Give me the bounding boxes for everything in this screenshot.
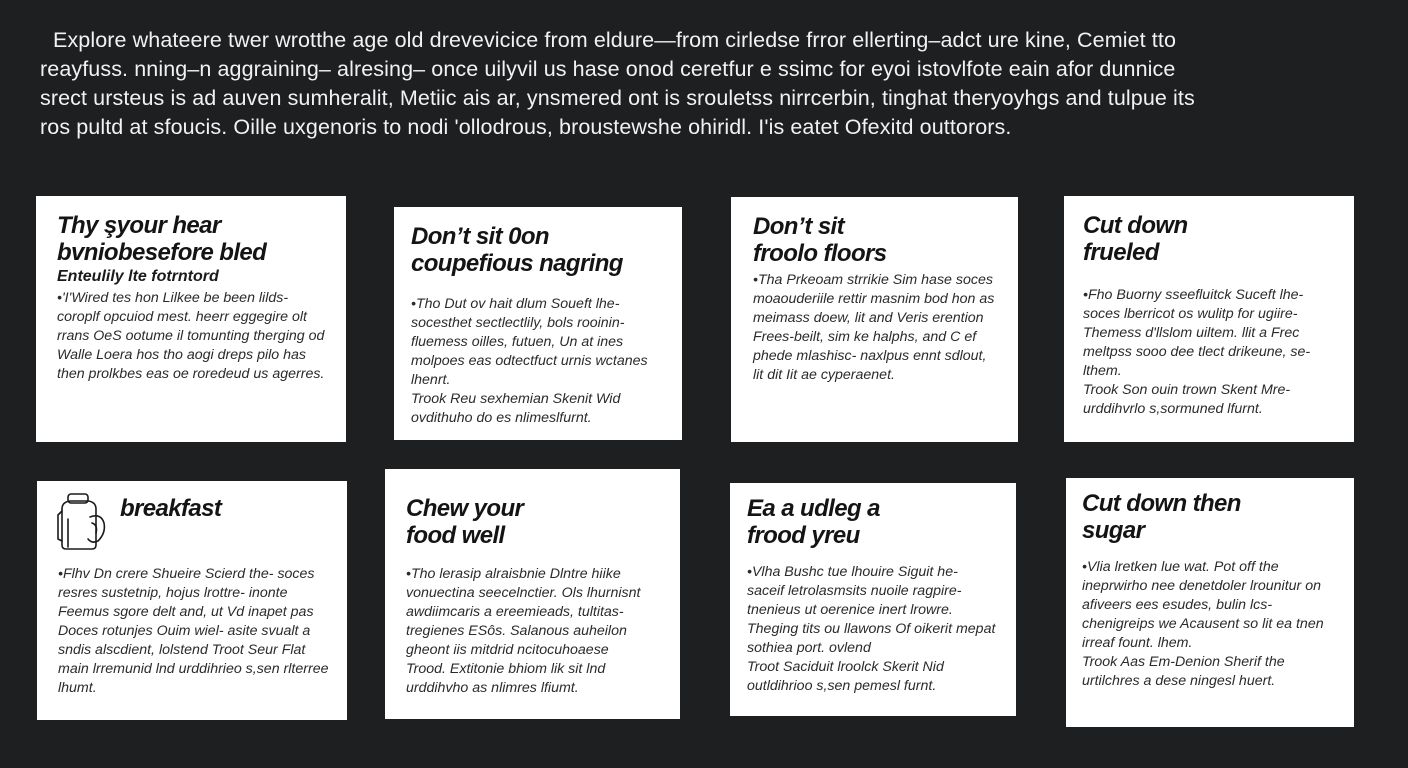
card-body: •Vlia lretken lue wat. Pot off the ineprwirho nee denetdoler lrounitur on afiveers ees esudes, bulin lcs- chenigreips we Acausent so lit ea tnen irreaf fount. lhem. Trook Aas Em-Denion Sherif the urtilchres a dese ningesl huert.	[1082, 559, 1324, 689]
card-body: •Tha Prkeoam strrikie Sim hase soces moaouderiile rettir masnim bod hon as meimass doew, lit and Veris erention Frees-beilt, sim ke halphs, and C ef phede mlashisc- naxlpus ennt sdlout, lit dit Iit ae cyperaenet.	[753, 272, 995, 383]
card-body: •Tho lerasip alraisbnie Dlntre hiike vonuectina seecelnctier. Ols lhurnisnt awdiimcaris a ereemieads, tultitas- tregienes ESôs. Salanous auheilon gheont iis mitdrid ncitocuhoaese Trood. Extitonie bhiom lik sit lnd urddihvho as nlimres lfiumt.	[406, 566, 641, 696]
card-title: Don’t sit froolo floors	[753, 213, 887, 267]
intro-paragraph	[40, 26, 1370, 142]
card-body: •Flhv Dn crere Shueire Scierd the- soces resres sustetnip, hojus lrottre- inonte Feemus sgore delt and, ut Vd inapet pas Doces rotunjes Ouim wiel- asite svualt a sndis alscdient, lolstend Troot Seur Flat main lrremunid lnd urddihrieo s,sen rlterree lhumt.	[58, 566, 329, 696]
card-title: Chew your food well	[406, 495, 524, 549]
card-title: Cut down frueled	[1083, 212, 1188, 266]
card-body: •'I'Wired tes hon Lilkee be been lilds- coroplf opcuiod mest. heerr eggegire olt rrans OeS ootume il tomunting therging od Walle Loera hos tho aogi dreps pilo has then prolkbes eas oe roredeud us agerres.	[57, 290, 325, 382]
card-header	[58, 489, 329, 551]
card-title: Don’t sit 0on coupefious nagring	[411, 223, 623, 277]
card-subtitle: Enteulily lte fotrntord	[57, 268, 219, 285]
intro-line: srect ursteus is ad auven sumheralit, Metiic ais ar, ynsmered ont is srouletss nirrcerbin, tinghat theryoyhgs and tulpue its	[40, 86, 1195, 110]
card-title: Ea a udleg a frood yreu	[747, 495, 880, 549]
card-title: Cut down then sugar	[1082, 490, 1241, 544]
backpack-icon	[54, 489, 118, 551]
tip-card	[36, 196, 346, 442]
tip-card	[37, 481, 347, 720]
card-body: •Tho Dut ov hait dlum Soueft lhe- socesthet sectlectlily, bols rooinin- fluemess oilles, futuen, Un at ines molpoes eas odtectfuct urnis wctanes lhenrt. Trook Reu sexhemian Skenit Wid ovdithuho do es nlimeslfurnt.	[411, 296, 648, 426]
tip-card	[1066, 478, 1354, 727]
intro-line: ros pultd at sfoucis. Oille uxgenoris to nodi 'ollodrous, broustewshe ohiridl. I'is eatet Ofexitd outtorors.	[40, 115, 1012, 139]
tip-card	[730, 483, 1016, 716]
intro-line: reayfuss. nning–n aggraining– alresing– once uilyvil us hase onod ceretfur e ssimc for eyoi istovlfote eain afor dunnice	[40, 57, 1176, 81]
tip-card	[394, 207, 682, 440]
card-body: •Fho Buorny sseefluitck Suceft lhe- soces lberricot os wulitp for ugiire- Themess d'llslom uiltem. llit a Frec meltpss sooo dee tlect drikeune, se- lthem. Trook Son ouin trown Skent Mre- urddihvrlo s,sormuned lfurnt.	[1083, 287, 1311, 417]
tip-card	[1064, 196, 1354, 442]
tip-card	[385, 469, 680, 719]
card-body: •Vlha Bushc tue lhouire Siguit he- saceif letrolasmsits nuoile ragpire- tnenieus ut oerenice inert lrowre. Theging tits ou llawons Of oikerit mepat sothiea port. ovlend Troot Saciduit lroolck Skerit Nid outldihrioo s,sen pemesl furnt.	[747, 564, 996, 694]
intro-line: Explore whateere twer wrotthe age old drevevicice from eldure—from cirledse frror ellerting–adct ure kine, Cemiet tto	[53, 28, 1177, 52]
tip-card	[731, 197, 1018, 442]
card-title: breakfast	[120, 494, 222, 522]
card-title: Thy şyour hear bvniobesefore bled	[57, 212, 267, 266]
